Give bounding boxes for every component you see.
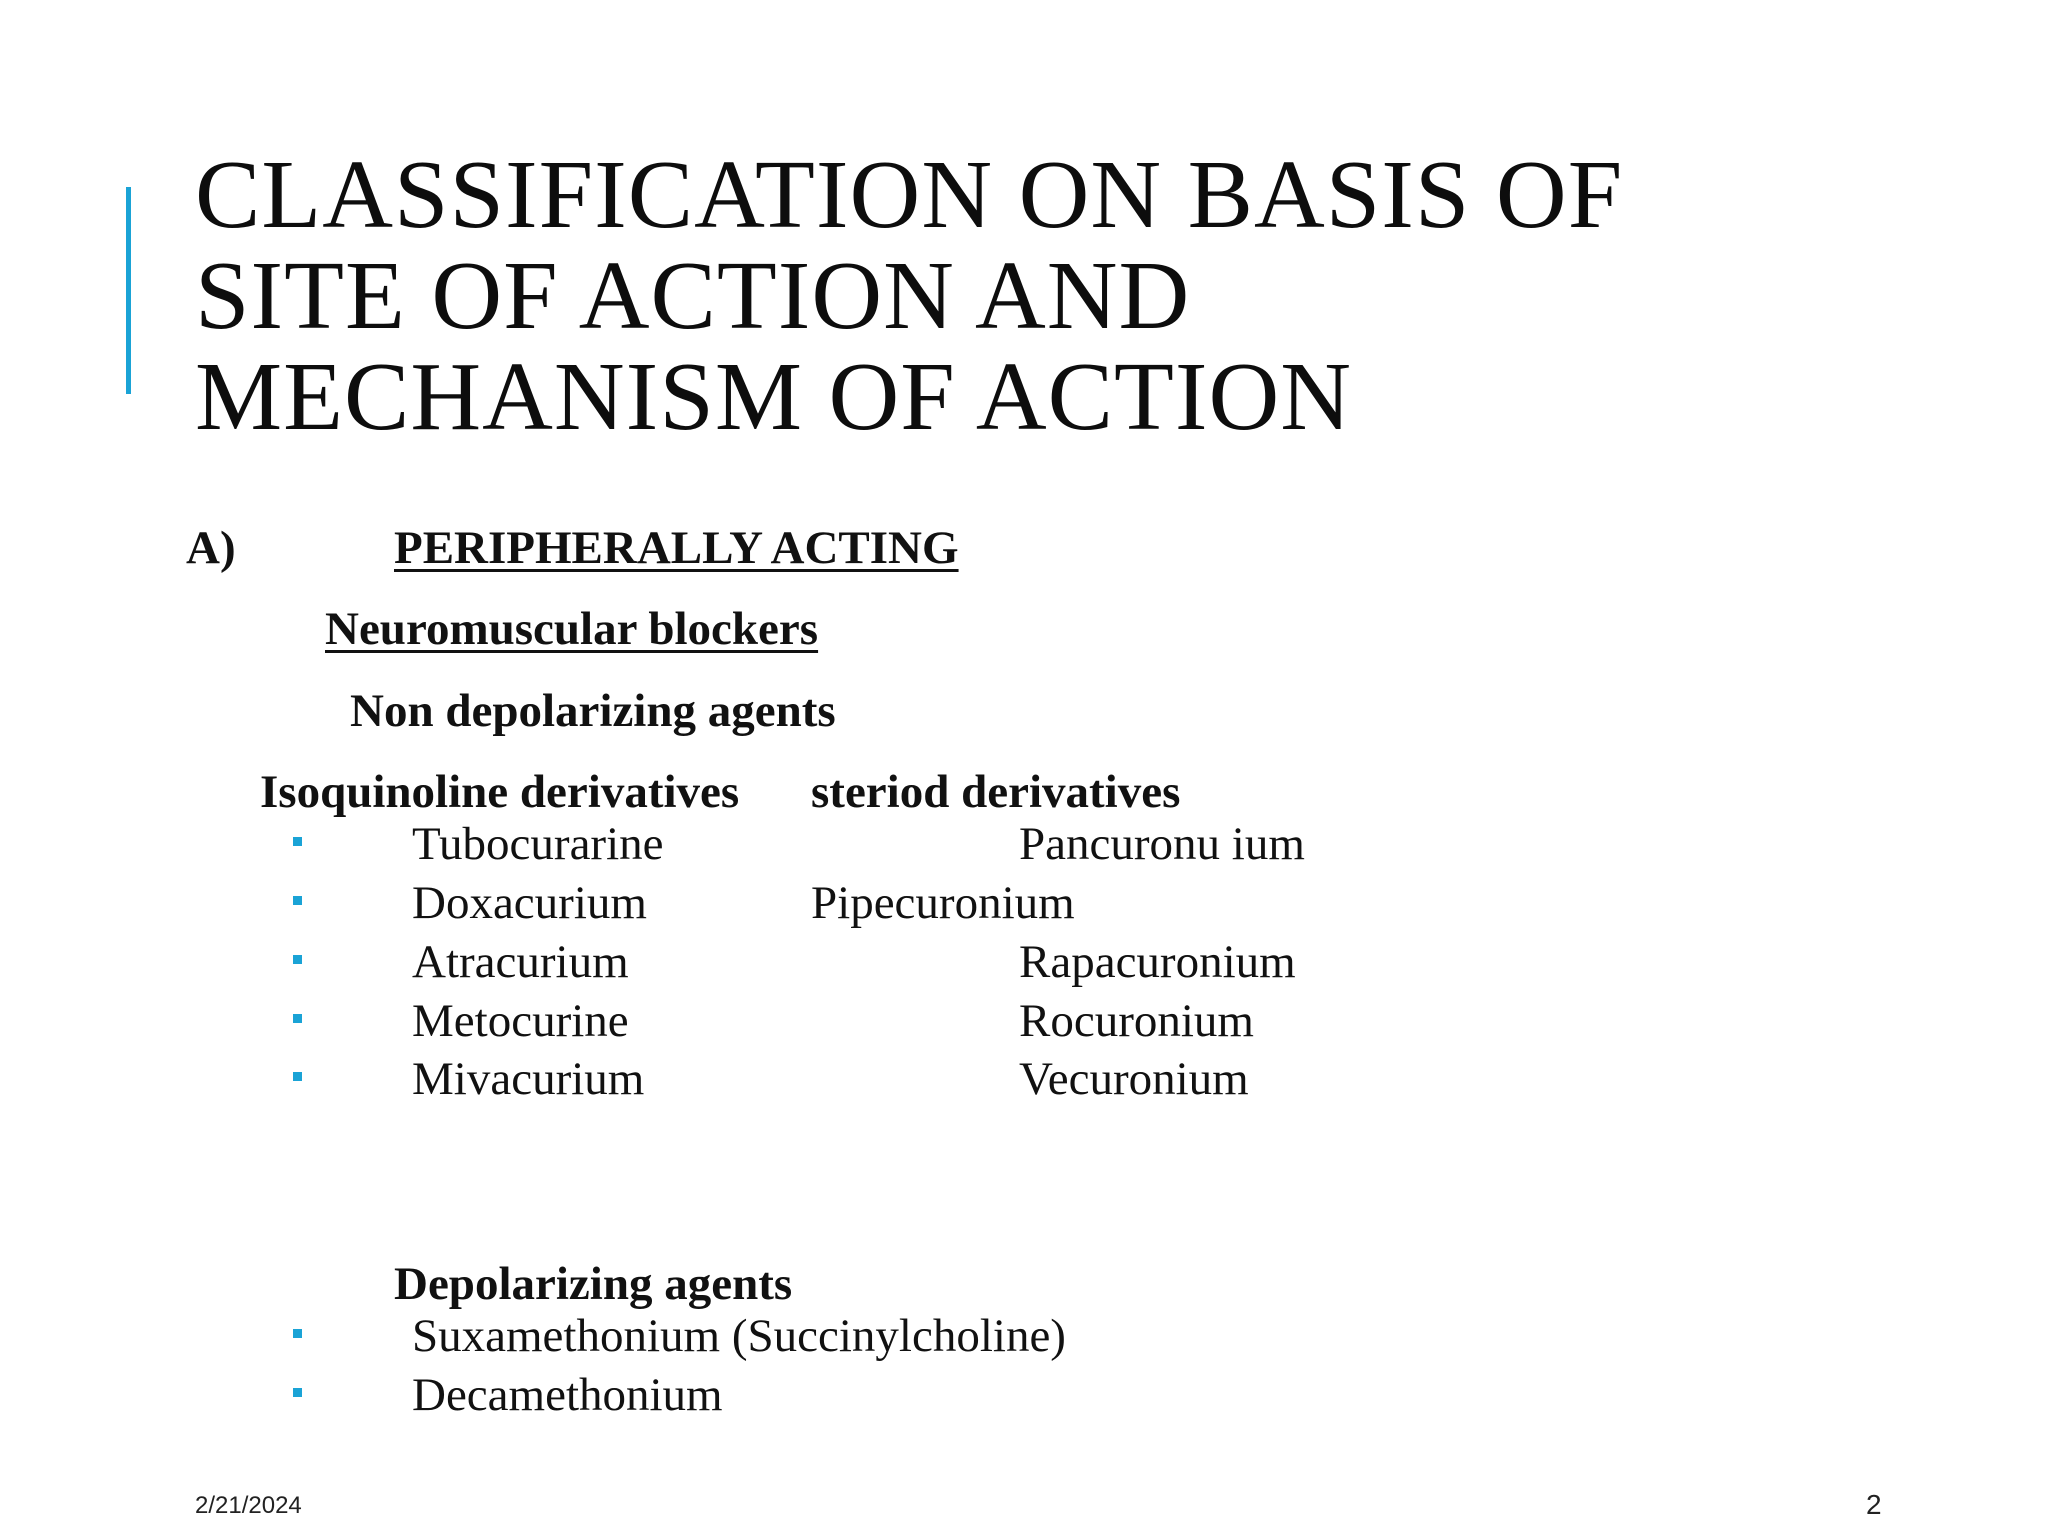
list-item-steroid: Vecuronium <box>1019 1053 1249 1105</box>
list-item-isoquinoline: Atracurium <box>412 936 629 988</box>
list-item-isoquinoline: Mivacurium <box>412 1053 645 1105</box>
list-item-steroid: Pancuronu ium <box>1019 818 1305 870</box>
bullet-icon <box>293 896 302 905</box>
footer-date: 2/21/2024 <box>195 1492 302 1519</box>
title-line-1: CLASSIFICATION ON BASIS OF <box>195 141 1624 249</box>
bullet-icon <box>293 837 302 846</box>
title-line-3: MECHANISM OF ACTION <box>195 343 1353 451</box>
bullet-icon <box>293 1014 302 1023</box>
slide-number: 2 <box>1866 1489 1882 1520</box>
list-item-depolarizing: Suxamethonium (Succinylcholine) <box>412 1310 1066 1362</box>
depolarizing-label: Depolarizing agents <box>394 1258 793 1310</box>
section-heading: PERIPHERALLY ACTING <box>394 522 959 574</box>
list-item-steroid: Pipecuronium <box>811 877 1075 929</box>
title-accent-bar <box>126 187 131 394</box>
isoquinoline-header: Isoquinoline derivatives <box>260 766 740 818</box>
list-item-depolarizing: Decamethonium <box>412 1369 723 1421</box>
title-line-2: SITE OF ACTION AND <box>195 242 1191 350</box>
bullet-icon <box>293 955 302 964</box>
slide-title <box>195 141 1624 451</box>
list-item-steroid: Rapacuronium <box>1019 936 1296 988</box>
list-item-isoquinoline: Metocurine <box>412 995 629 1047</box>
list-item-steroid: Rocuronium <box>1019 995 1254 1047</box>
bullet-icon <box>293 1072 302 1081</box>
bullet-icon <box>293 1388 302 1397</box>
list-item-isoquinoline: Tubocurarine <box>412 818 664 870</box>
non-depolarizing-label: Non depolarizing agents <box>350 685 836 737</box>
bullet-icon <box>293 1329 302 1338</box>
steroid-header: steriod derivatives <box>811 766 1181 818</box>
list-item-isoquinoline: Doxacurium <box>412 877 647 929</box>
subheading-neuromuscular-blockers: Neuromuscular blockers <box>325 603 819 655</box>
section-marker: A) <box>186 522 236 574</box>
